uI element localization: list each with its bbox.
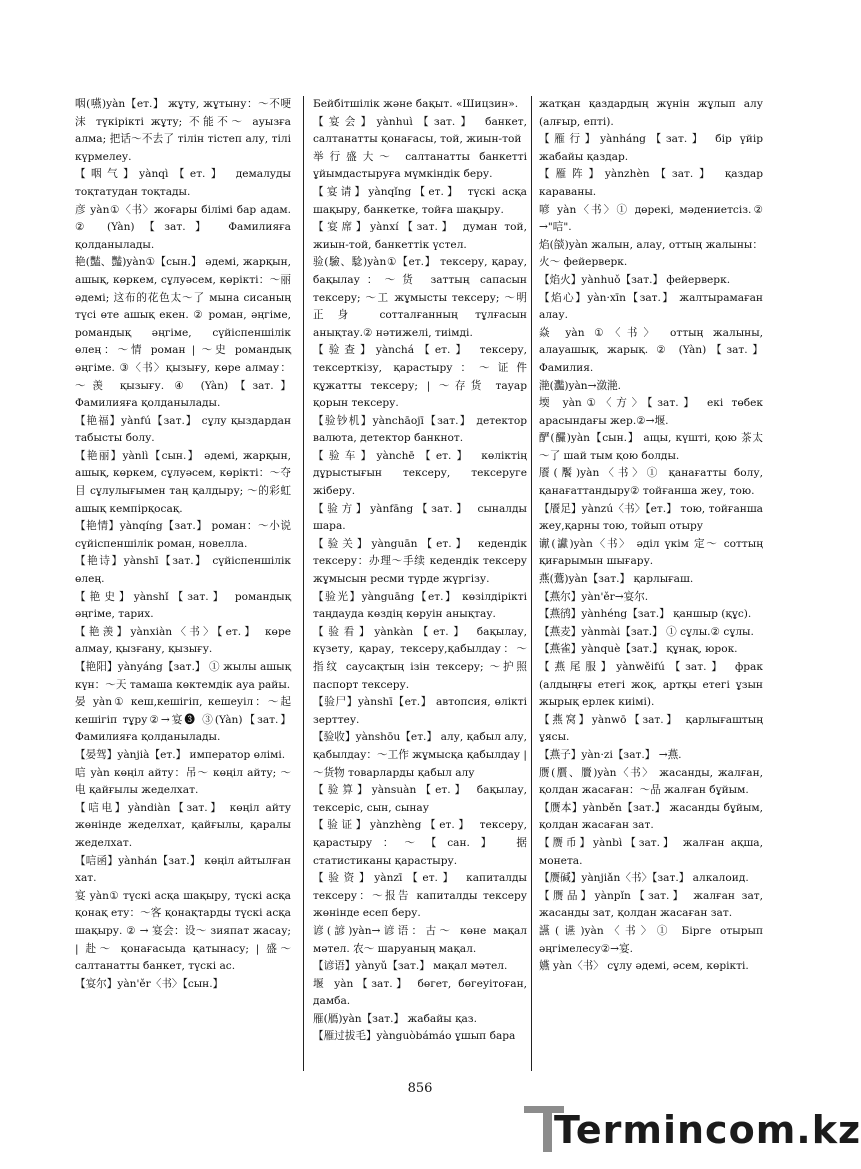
entry: 谚(諺)yàn→谚语：古～ көне мақал мәтел. 农～ шаруаның мақал.	[313, 924, 527, 955]
entry: 【验查】yànchá【ет.】 тексеру, тексерткізу, қарастыру：～证件 құжатты тексеру; | ～存货 тауар қорын тексеру.	[313, 344, 527, 410]
entry: 【唁函】yànhán【зат.】 көңіл айтылған хат.	[75, 854, 291, 885]
entry: 艳(豔、豔)yàn①【сын.】 әдемі, жарқын, ашық, көркем, сұлуәсем, көрікті：～丽 әдемі; 这布的花色太～了 мына сисаның түсі өте ашық екен. ② роман, әңгіме, романдық әңгіме, сүйіспеншілік өлең：～情 роман | ～史 романдық әңгіме. ③〈书〉қызығу, көре алмау：～羡 қызығу. ④ (Yàn)【зат.】 Фамилияға қолданылады.	[75, 256, 291, 410]
entry: 赝(贋、贗)yàn〈书〉 жасанды, жалған, қолдан жасаған：～品 жалған бұйым.	[539, 766, 763, 797]
entry: 【验算】yànsuàn【ет.】 бақылау, тексеріс, сын, сынау	[313, 784, 527, 814]
entry: 【燕子】yàn·zi【зат.】 →燕.	[539, 748, 682, 761]
entry: 【艳阳】yànyáng【зат.】 ① жылы ашық күн：～天 тамаша көктемдік ауа райы.	[75, 661, 291, 691]
entry: 【验收】yànshōu【ет.】 алу, қабыл алу, қабылдау：～工作 жұмысқа қабылдау | ～货物 товарларды қабыл алу	[313, 731, 527, 779]
entry: 举行盛大～ салтанатты банкетті ұйымдастыруға мүмкіндік беру.	[313, 150, 527, 181]
entry: 【验关】yànguān【ет.】 кедендік тексеру：办理～手续 кедендік тексеру жұмысын ресми түрде жүргізу.	[313, 537, 527, 586]
entry: 【艳情】yànqíng【зат.】 роман：～小说 сүйіспеншілік роман, новелла.	[75, 520, 291, 550]
entry: 堧 yàn①〈方〉【зат.】 екі төбек арасындағы жер.②→堰.	[539, 397, 763, 427]
entry: 【宴尔】yàn'ěr〈书〉【сын.】	[75, 977, 224, 990]
entry: 喭 yàn〈书〉① дөрекі, мәдениетсіз.② →"唁".	[539, 203, 763, 234]
entry: 【燕雀】yànquè【зат.】 құнақ, юрок.	[539, 643, 738, 656]
column-left	[75, 96, 291, 993]
entry: 【唁电】yàndiàn【зат.】 көңіл айту жөнінде жеделхат, қайғылы, қаралы жеделхат.	[75, 801, 291, 849]
column-divider	[303, 96, 304, 1071]
page-number: 856	[407, 1081, 433, 1096]
entry: 【燕窝】yànwō【зат.】 қарлығаштың ұясы.	[539, 713, 763, 744]
entry: 酽(釅)yàn【сын.】 ащы, күшті, қою 茶太～了 шай тым қою болды.	[539, 432, 763, 462]
entry: 彦 yàn①〈书〉жоғары білімі бар адам. ② (Yàn)【зат.】 Фамилияға қолданылады.	[75, 203, 291, 251]
entry: Бейбітшілік және бақыт. «Шицзин».	[313, 98, 519, 110]
entry: 【验证】yànzhèng【ет.】 тексеру, қарастыру：～【сан.】 据 статистиканы қарастыру.	[313, 819, 527, 867]
entry: 【艳史】yànshǐ【зат.】 романдық әңгіме, тарих.	[75, 590, 291, 621]
entry: 唁 yàn көңіл айту：吊～ көңіл айту; ～电 қайғылы жеделхат.	[75, 766, 291, 797]
logo-t-stem	[543, 1106, 552, 1152]
entry: 【宴会】yànhuì【зат.】 банкет, салтанатты қонағасы, той, жиын-той	[313, 115, 527, 146]
entry: жатқан қаздардың жүнін жұлып алу (алғыр, епті).	[539, 98, 763, 128]
entry: 【艳诗】yànshī【зат.】 сүйіспеншілік өлең.	[75, 555, 291, 586]
entry: 【晏驾】yànjià【ет.】 император өлімі.	[75, 748, 286, 761]
entry: 【验看】yànkàn【ет.】 бақылау, күзету, қарау, тексеру,қабылдау：～指纹 саусақтың ізін тексеру; ～护照 паспорт тексеру.	[313, 625, 527, 691]
logo-text: Termincom.kz	[554, 1108, 861, 1152]
entry: 宴 yàn① түскі асқа шақыру, түскі асқа қонақ ету：～客 қонақтарды түскі асқа шақыру. ② → 宴会：设～ зияпат жасау; | 赴～ қонағасыда қатынасу; | 盛～ салтанатты банкет, түскі ас.	[75, 889, 291, 973]
entry: 滟(灩)yàn→潋滟.	[539, 379, 622, 392]
entry: 【燕尾服】yànwěifú【зат.】 фрак (алдыңғы етегі жоқ, артқы етегі ұзын жырық ерлек киімі).	[539, 661, 763, 709]
entry: 【餍足】yànzú〈书〉【ет.】 тою, тойғанша жеу,қарны тою, тойып отыру	[539, 502, 763, 533]
entry: 【艳福】yànfú【зат.】 сұлу қыздардан табысты болу.	[75, 414, 291, 445]
entry: 【赝本】yànběn【зат.】 жасанды бұйым, қолдан жасаған зат.	[539, 801, 763, 832]
entry: 【验车】yànchē【ет.】 көліктің дұрыстығын тексеру, тексеруге жіберу.	[313, 449, 527, 498]
entry: 讌(䜩)yàn〈书〉① Бірге отырып әңгімелесу②→宴.	[539, 924, 763, 955]
entry: 晏 yàn① кеш,кешігіп, кешеуіл：～起 кешігіп тұру②→宴❸ ③(Yàn)【зат.】 Фамилияға қолданылады.	[75, 696, 291, 744]
entry: 【验钞机】yànchāojī【зат.】 детектор валюта, детектор банкнот.	[313, 414, 527, 445]
entry: 【谚语】yànyǔ【зат.】 мақал мәтел.	[313, 960, 508, 973]
entry: 【艳丽】yànlì【сын.】 әдемі, жарқын, ашық, көркем, сұлуәсем, көрікті：～夺目 сұлулығымен таң қалдыру; ～的彩虹 ашық кемпірқосақ.	[75, 449, 291, 515]
entry: 【燕麦】yànmài【зат.】 ① сұлы.② сұлы.	[539, 625, 754, 638]
entry: 焰(燄)yàn жалын, алау, оттың жалыны：火～ фейерверк.	[539, 238, 763, 269]
entry: 【赝币】yànbì【зат.】 жалған ақша, монета.	[539, 836, 763, 867]
column-right	[539, 96, 763, 976]
entry: 【艳羡】yànxiàn〈书〉【ет.】 көре алмау, қызғану, қызығу.	[75, 625, 291, 656]
entry: 雁(鴈)yàn【зат.】 жабайы қаз.	[313, 1012, 477, 1025]
entry: 谳(讞)yàn〈书〉 әділ үкім 定～ соттың қиғарымын шығару.	[539, 537, 763, 568]
entry: 【验资】yànzī【ет.】 капиталды тексеру：～报告 капиталды тексеру жөнінде есеп беру.	[313, 872, 527, 920]
entry: 【焰火】yànhuǒ【зат.】 фейерверк.	[539, 273, 731, 286]
entry: 燕(鷰)yàn【зат.】 қарлығаш.	[539, 573, 694, 586]
entry: 【燕鸻】yànhéng【зат.】 қаншыр (құс).	[539, 608, 752, 621]
entry: 嬿 yàn〈书〉 сұлу әдемі, әсем, көрікті.	[539, 960, 749, 973]
entry: 【验方】yànfāng【зат.】 сыналды шара.	[313, 502, 527, 533]
entry: 【咽气】yànqì【ет.】 демалуды тоқтатудан тоқтады.	[75, 168, 291, 198]
entry: 【焰心】yàn·xīn【зат.】 жалтырамаған алау.	[539, 291, 763, 322]
entry: 焱 yàn ①〈书〉 оттың жалыны, алауашық, жарық. ② (Yàn)【зат.】 Фамилия.	[539, 326, 763, 374]
column-middle	[313, 96, 527, 1046]
entry: 咽(嚥)yàn【ет.】 жұту, жұтыну：～不哽沫 түкірікті жұту; 不能不～ ауызға алма; 把话～不去了 тілін тістеп алу, тілі күрмелеу.	[75, 98, 291, 163]
entry: 验(驗、騐)yàn①【ет.】 тексеру, қарау, бақылау：～货 заттың сапасын тексеру; ～工 жұмысты тексеру; ～明正身 сотталғанның тұлғасын анықтау.② нәтижелі, тиімді.	[313, 256, 527, 339]
entry: 餍(饜)yàn〈书〉① қанағатты болу, қанағаттандыру② тойғанша жеу, тою.	[539, 467, 763, 498]
site-logo	[524, 1104, 861, 1156]
entry: 【验光】yànguāng【ет.】 көзілдірікті таңдауда көздің көруін анықтау.	[313, 590, 527, 621]
column-divider	[531, 96, 532, 1071]
entry: 【雁行】yànháng【зат.】 бір үйір жабайы қаздар.	[539, 133, 763, 163]
entry: 【雁过拔毛】yànguòbámáo ұшып бара	[313, 1030, 516, 1043]
entry: 【验尸】yànshī【ет.】 автопсия, өлікті зерттеу.	[313, 696, 527, 726]
entry: 【雁阵】yànzhèn【зат.】 қаздар караваны.	[539, 168, 763, 198]
entry: 【宴席】yànxí【зат.】 думан той, жиын-той, банкеттік үстел.	[313, 221, 527, 251]
entry: 【赝碱】yànjiǎn〈书〉【зат.】 алкалоид.	[539, 872, 749, 885]
entry: 【宴请】yànqǐng【ет.】 түскі асқа шақыру, банкетке, тойға шақыру.	[313, 185, 527, 216]
entry: 【赝品】yànpǐn【зат.】 жалған зат, жасанды зат, қолдан жасаған зат.	[539, 889, 763, 920]
entry: 堰 yàn【зат.】 бөгет, бөгеуітоған, дамба.	[313, 977, 527, 1008]
entry: 【燕尔】yàn'ěr→宴尔.	[539, 590, 649, 603]
